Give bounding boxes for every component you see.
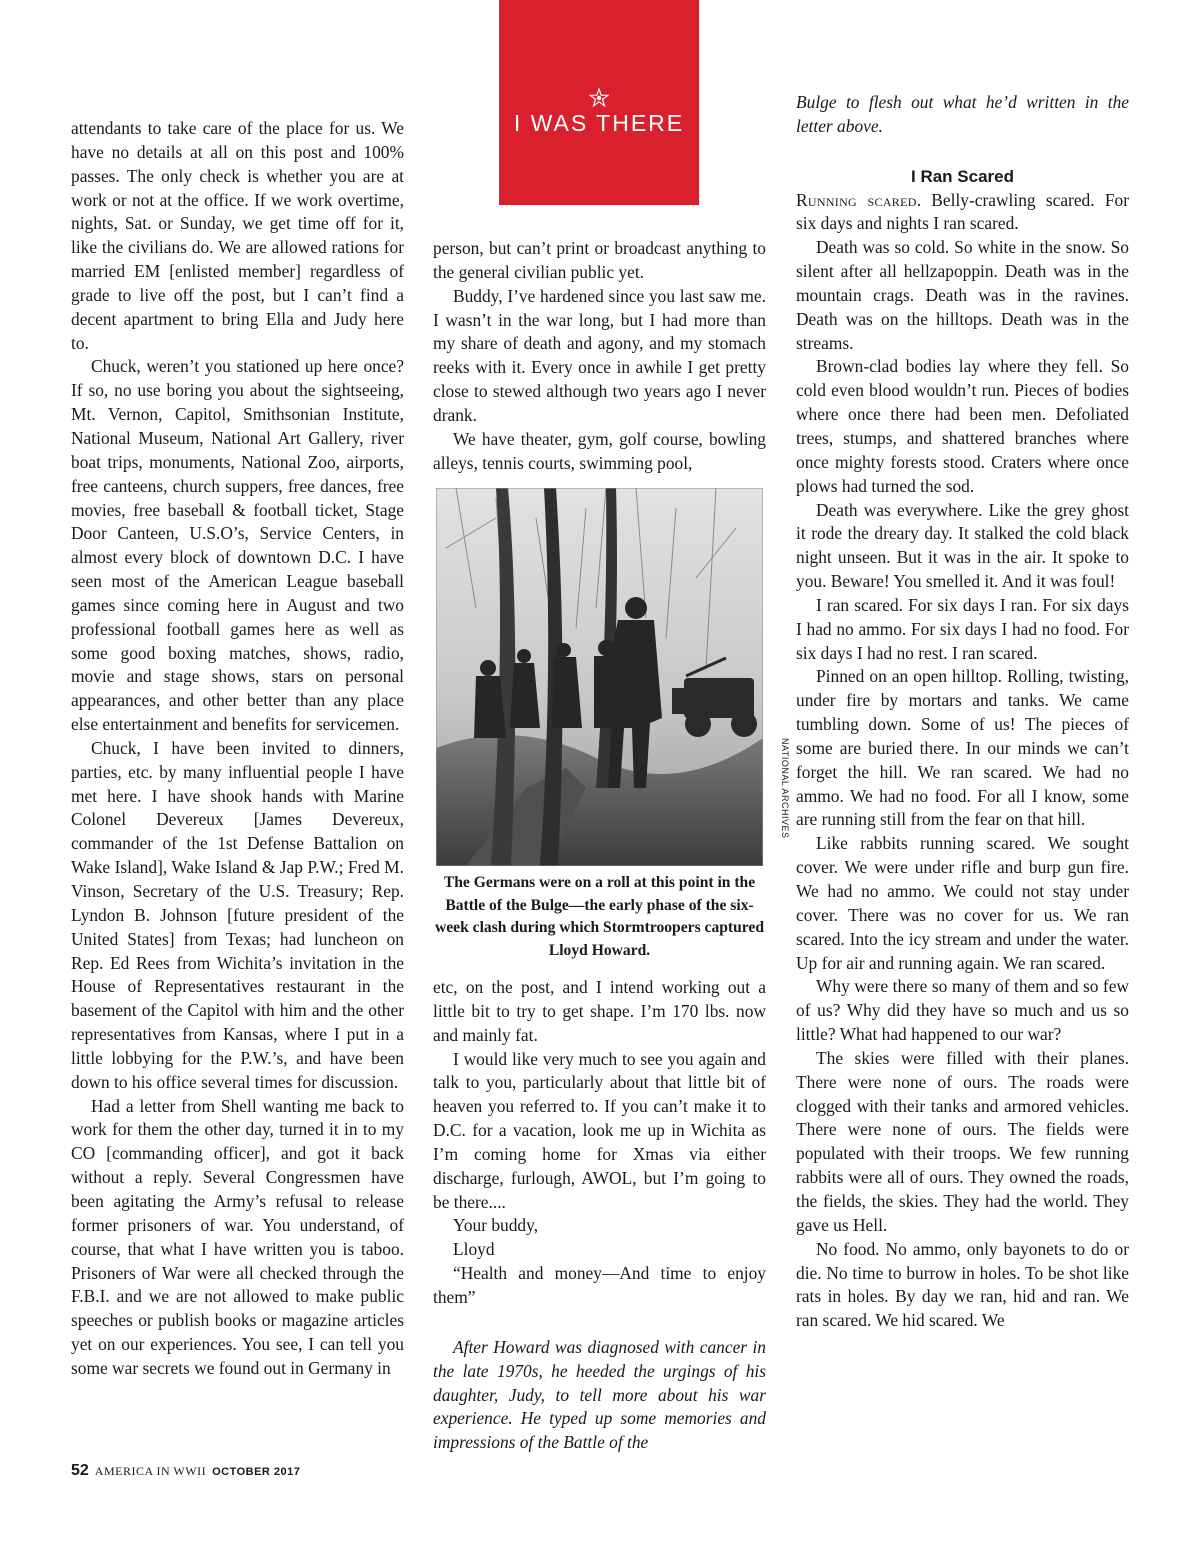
photo-credit: NATIONAL ARCHIVES [780, 738, 790, 839]
editor-note-continued: Bulge to flesh out what he’d written in the letter above. [796, 92, 1129, 136]
paragraph: Buddy, I’ve hardened since you last saw me. I wasn’t in the war long, but I had more than my share of death and agony, and my stomach reeks with it. Every once in awhile I get pretty close to stewed although two years ago I never drank. [433, 285, 766, 425]
paragraph: Why were there so many of them and so few of us? Why did they have so much and us so little? What had happened to our war? [796, 976, 1129, 1045]
letter-signature: Lloyd [453, 1239, 495, 1260]
paragraph: Brown-clad bodies lay where they fell. So cold even blood wouldn’t run. Pieces of bodies where once there had been men. Defoliated trees, stumps, and shattered branches where once mighty forests stood. Craters where once plows had turned the sod. [796, 356, 1129, 496]
star-icon [589, 88, 609, 108]
letter-postscript: “Health and money—And time to enjoy them” [433, 1263, 766, 1307]
page-footer [71, 1462, 300, 1482]
column-2-bottom [433, 976, 766, 1455]
paragraph: Death was so cold. So white in the snow. So silent after all hellzapoppin. Death was in the mountain crags. Death was in the ravines. Death was on the hilltops. Death was in the streams. [796, 237, 1129, 353]
column-3 [796, 91, 1129, 1333]
issue-date: OCTOBER 2017 [212, 1466, 301, 1478]
column-2-top [433, 237, 766, 475]
editor-note: After Howard was diagnosed with cancer in the late 1970s, he heeded the urgings of his daughter, Judy, to tell more about his war experience. He typed up some memories and impressions of the Battle of the [433, 1336, 766, 1453]
paragraph: Pinned on an open hilltop. Rolling, twisting, under fire by mortars and tanks. We came tumbling down. Some of us! The pieces of some are buried there. In our minds we can’t forget the hill. We ran scared. We had no ammo. We had no food. For all I know, some are running still from the fear on that hill. [796, 666, 1129, 830]
battle-photo [433, 488, 766, 866]
lead-smallcaps: Running scared [796, 189, 917, 210]
paragraph: attendants to take care of the place for us. We have no details at all on this post and 100% passes. The only check is whether you are at work or not at the office. If we work overtime, nights, Sat. or Sunday, we get time off for it, like the civilians do. We are allowed rations for married EM [enlisted member] regardless of grade to live off the post, but I can’t find a decent apartment to bring Ella and Judy here to. [71, 118, 404, 353]
battle-photo-image [436, 488, 763, 866]
lead-paragraph [796, 189, 1129, 237]
department-banner [499, 0, 699, 205]
paragraph: Chuck, I have been invited to dinners, parties, etc. by many influential people I have met here. I have shook hands with Marine Colonel Devereux [James Devereux, commander of the 1st Defense Battalion on Wake Island], Wake Island & Jap P.W.; Fred M. Vinson, Secretary of the U.S. Treasury; Rep. Lyndon B. Johnson [future president of the United States] from Texas; had luncheon on Rep. Ed Rees from Wichita’s invitation in the House of Representatives restaurant in the basement of the Capitol with him and the other representatives from Kansas, where I put in a little lobbying for the P.W.’s, and have been down to his office several times for discussion. [71, 737, 404, 1092]
photo-caption: The Germans were on a roll at this point in the Battle of the Bulge—the early phase of the six-week clash during which Stormtroopers captured Lloyd Howard. [434, 874, 765, 959]
section-subhead: I Ran Scared [911, 166, 1014, 186]
paragraph: etc, on the post, and I intend working out a little bit to try to get shape. I’m 170 lbs. now and mainly fat. [433, 977, 766, 1045]
paragraph: Like rabbits running scared. We sought cover. We were under rifle and burp gun fire. We had no ammo. We could not stay under cover. There was no cover for us. We ran scared. Into the icy stream and under the water. Up for air and running again. We ran scared. [796, 833, 1129, 973]
lead-rest: . Belly-crawling scared. For six days and nights I ran scared. [796, 189, 1129, 234]
paragraph: Death was everywhere. Like the grey ghost it rode the dreary day. It stalked the cold black night unseen. But it was in the air. It spoke to you. Beware! You smelled it. And it was foul! [796, 499, 1129, 592]
paragraph: We have theater, gym, golf course, bowling alleys, tennis courts, swimming pool, [433, 428, 766, 473]
magazine-name: AMERICA IN WWII [94, 1464, 207, 1478]
paragraph: Had a letter from Shell wanting me back to work for them the other day, turned it in to my CO [commanding officer], and got it back without a reply. Several Congressmen have been agitating the Army’s refusal to release former prisoners of war. You understand, of course, that what I have written you is taboo. Prisoners of War were all checked through the F.B.I. and we are not allowed to make public speeches or publish books or magazine articles yet on our experiences. You see, I can tell you some war secrets we found out in Germany in [71, 1095, 404, 1378]
paragraph: Chuck, weren’t you stationed up here once? If so, no use boring you about the sightseeing, Mt. Vernon, Capitol, Smithsonian Institute, National Museum, National Art Gallery, river boat trips, monuments, National Zoo, airports, free canteens, church suppers, free dances, free movies, free baseball & football ticket, Stage Door Canteen, U.S.O’s, Service Centers, in almost every block of downtown D.C. I have seen most of the American League baseball games since coming here in August and two professional football games here as well as some good boxing matches, shows, radio, movie and stage shows, stars on personal appearances, and other better than any place else entertainment and benefits for servicemen. [71, 356, 404, 735]
page-number: 52 [71, 1462, 89, 1479]
column-1 [71, 117, 404, 1381]
paragraph: I would like very much to see you again and talk to you, particularly about that little bit of heaven you referred to. If you can’t make it to D.C. for a vacation, look me up in Wichita as I’m coming home for Xmas via either discharge, furlough, AWOL, but I’m going to be there.... [433, 1048, 766, 1212]
letter-closing: Your buddy, [453, 1215, 539, 1236]
paragraph: person, but can’t print or broadcast anything to the general civilian public yet. [433, 238, 766, 282]
paragraph: No food. No ammo, only bayonets to do or die. No time to burrow in holes. To be shot like rats in holes. By day we ran, hid and ran. We ran scared. We hid scared. We [796, 1238, 1129, 1331]
paragraph: The skies were filled with their planes. There were none of ours. The roads were clogged with their tanks and armored vehicles. There were none of ours. The fields were populated with their troops. We few running rabbits were all of ours. They owned the roads, the fields, the skies. They had the world. They gave us Hell. [796, 1047, 1129, 1235]
department-label: I WAS THERE [513, 110, 685, 136]
paragraph: I ran scared. For six days I ran. For six days I had no ammo. For six days I had no food. For six days I had no rest. I ran scared. [796, 594, 1129, 663]
